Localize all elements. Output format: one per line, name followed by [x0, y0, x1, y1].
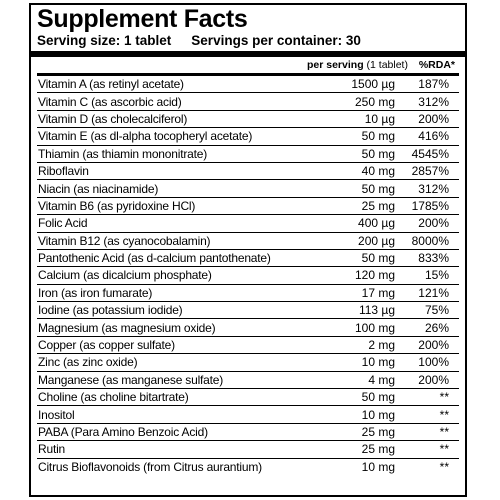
nutrient-amount: 25 mg — [307, 197, 397, 214]
nutrient-name: Vitamin E (as dl-alpha tocopheryl acetate) — [37, 128, 307, 145]
header-rda: %RDA* — [418, 59, 455, 71]
table-row — [37, 336, 459, 353]
nutrient-name: Choline (as choline bitartrate) — [37, 389, 307, 406]
serving-size: Serving size: 1 tablet — [37, 33, 172, 48]
header-nutrient — [37, 57, 307, 75]
nutrient-rda: 187% — [397, 75, 459, 93]
nutrient-rda: ** — [397, 406, 459, 423]
panel-title: Supplement Facts — [37, 5, 248, 33]
nutrient-rda: 1785% — [397, 197, 459, 214]
nutrient-rda: 26% — [397, 319, 459, 336]
table-row — [37, 458, 459, 475]
table-header-row — [37, 57, 459, 75]
nutrient-amount: 400 µg — [307, 215, 397, 232]
table-row — [37, 93, 459, 110]
nutrient-amount: 10 mg — [307, 354, 397, 371]
nutrient-name: Vitamin B6 (as pyridoxine HCl) — [37, 197, 307, 214]
nutrient-rda: 121% — [397, 284, 459, 301]
supplement-facts-panel — [29, 3, 467, 497]
nutrient-amount: 250 mg — [307, 93, 397, 110]
table-row — [37, 302, 459, 319]
nutrient-rda: ** — [439, 459, 449, 474]
nutrient-rda: 15% — [397, 267, 459, 284]
table-row — [37, 284, 459, 301]
nutrient-rda: ** — [397, 389, 459, 406]
nutrient-rda: 833% — [397, 249, 459, 266]
nutrient-rda: 2857% — [397, 162, 459, 179]
nutrient-amount: 120 mg — [307, 267, 397, 284]
table-row — [37, 75, 459, 93]
table-row — [37, 371, 459, 388]
table-row — [37, 406, 459, 423]
nutrient-rda: 100% — [397, 354, 459, 371]
nutrient-amount: 4 mg — [307, 371, 397, 388]
nutrient-amount: 10 µg — [307, 110, 397, 127]
nutrient-rda: 200% — [397, 215, 459, 232]
nutrient-rda: ** — [397, 441, 459, 458]
nutrient-name: Vitamin A (as retinyl acetate) — [37, 75, 307, 93]
nutrient-table — [37, 57, 459, 475]
nutrient-amount: 10 mg — [307, 406, 397, 423]
servings-per-container: Servings per container: 30 — [191, 33, 361, 48]
nutrient-name: Calcium (as dicalcium phosphate) — [37, 267, 307, 284]
nutrient-rda: 75% — [397, 302, 459, 319]
nutrient-name: Citrus Bioflavonoids (from Citrus aurantium) — [38, 459, 262, 474]
nutrient-name: PABA (Para Amino Benzoic Acid) — [37, 423, 307, 440]
nutrient-name: Zinc (as zinc oxide) — [37, 354, 307, 371]
nutrient-name: Thiamin (as thiamin mononitrate) — [37, 145, 307, 162]
nutrient-name: Vitamin D (as cholecalciferol) — [37, 110, 307, 127]
nutrient-amount: 100 mg — [307, 319, 397, 336]
nutrient-amount: 50 mg — [307, 180, 397, 197]
table-row — [37, 354, 459, 371]
nutrient-amount: 50 mg — [307, 389, 397, 406]
serving-info — [37, 33, 459, 49]
nutrient-name: Inositol — [37, 406, 307, 423]
nutrient-amount: 113 µg — [307, 302, 397, 319]
nutrient-name: Iron (as iron fumarate) — [37, 284, 307, 301]
nutrient-amount: 40 mg — [307, 162, 397, 179]
nutrient-rda: 200% — [397, 336, 459, 353]
nutrient-rda: 200% — [397, 110, 459, 127]
nutrient-rda: 312% — [397, 180, 459, 197]
nutrient-rda: 8000% — [397, 232, 459, 249]
table-row — [37, 441, 459, 458]
nutrient-name: Magnesium (as magnesium oxide) — [37, 319, 307, 336]
nutrient-amount: 200 µg — [307, 232, 397, 249]
nutrient-rda: 200% — [397, 371, 459, 388]
nutrient-amount: 50 mg — [307, 128, 397, 145]
nutrient-amount: 25 mg — [307, 423, 397, 440]
table-row — [37, 110, 459, 127]
table-row — [37, 267, 459, 284]
nutrient-amount: 1500 µg — [307, 75, 397, 93]
nutrient-name: Riboflavin — [37, 162, 307, 179]
nutrient-name: Folic Acid — [37, 215, 307, 232]
nutrient-amount: 2 mg — [307, 336, 397, 353]
nutrient-amount: 10 mg — [361, 459, 395, 474]
nutrient-amount: 50 mg — [307, 249, 397, 266]
table-row — [37, 249, 459, 266]
nutrient-name: Copper (as copper sulfate) — [37, 336, 307, 353]
header-per-serving-label: per serving — [307, 59, 364, 71]
table-row — [37, 319, 459, 336]
nutrient-name: Rutin — [37, 441, 307, 458]
table-row — [37, 215, 459, 232]
table-row — [37, 232, 459, 249]
table-row — [37, 128, 459, 145]
nutrient-rda: 312% — [397, 93, 459, 110]
nutrient-name: Niacin (as niacinamide) — [37, 180, 307, 197]
table-row — [37, 145, 459, 162]
table-row — [37, 389, 459, 406]
nutrient-rda: 4545% — [397, 145, 459, 162]
nutrient-rda: ** — [397, 423, 459, 440]
nutrient-amount: 50 mg — [307, 145, 397, 162]
nutrient-rda: 416% — [397, 128, 459, 145]
nutrient-name: Pantothenic Acid (as d-calcium pantothenate) — [37, 249, 307, 266]
nutrient-amount: 25 mg — [307, 441, 397, 458]
table-row — [37, 423, 459, 440]
table-row — [37, 162, 459, 179]
nutrient-name: Manganese (as manganese sulfate) — [37, 371, 307, 388]
table-row — [37, 180, 459, 197]
nutrient-name: Vitamin C (as ascorbic acid) — [37, 93, 307, 110]
nutrient-amount: 17 mg — [307, 284, 397, 301]
table-row — [37, 197, 459, 214]
header-per-serving — [307, 57, 408, 75]
nutrient-name: Iodine (as potassium iodide) — [37, 302, 307, 319]
nutrient-name: Vitamin B12 (as cyanocobalamin) — [37, 232, 307, 249]
header-per-serving-sub: (1 tablet) — [366, 59, 408, 71]
